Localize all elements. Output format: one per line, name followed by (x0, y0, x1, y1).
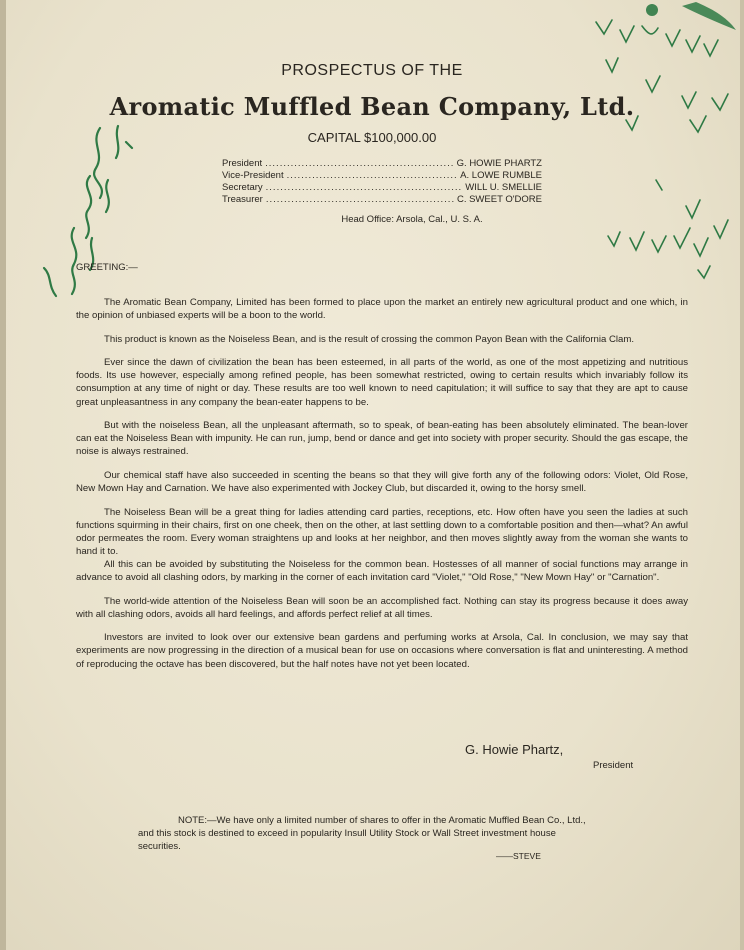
capital-line: CAPITAL $100,000.00 (307, 130, 437, 145)
officer-role: Treasurer (222, 194, 263, 205)
signature-title: President (593, 760, 634, 771)
officer-name: WILL U. SMELLIE (465, 182, 542, 193)
letter-body (76, 296, 688, 681)
note-signoff: ——STEVE (496, 851, 541, 861)
officer-role: President (222, 158, 263, 169)
body-paragraph: Ever since the dawn of civilization the bean has been esteemed, in all parts of the world, as one of the most appetizing and nutritious foods. Its use however, especially among refined people, has been somewhat restricted, owing to certain results which invariably follow its consumption at any time of night or day. These results are too well known to need capitulation; it will suffice to say that they are apt to cause great unpleasantness in any company the bean-eater happens to be. (76, 357, 688, 408)
officer-name: A. LOWE RUMBLE (460, 170, 542, 181)
head-office-address: Head Office: Arsola, Cal., U. S. A. (341, 214, 483, 225)
dot-leader (265, 158, 454, 170)
officer-name: C. SWEET O'DORE (456, 194, 542, 205)
body-paragraph: The Aromatic Bean Company, Limited has been formed to place upon the market an entirely new agricultural product and one which, in the opinion of unbiased experts will be a boon to the world. (76, 297, 688, 322)
signature-name: G. Howie Phartz, (465, 742, 564, 757)
officer-row (222, 158, 542, 170)
officer-role: Vice-President (222, 170, 284, 181)
company-name: Aromatic Muffled Bean Company, Ltd. (109, 92, 635, 121)
officer-row (222, 170, 542, 182)
body-paragraph: But with the noiseless Bean, all the unpleasant aftermath, so to speak, of bean-eating has been absolutely eliminated. The bean-lover can eat the Noiseless Bean with impunity. He can run, jump, bend or dance and get into society with proper security. Should the gas escape, the noise is always restrained. (76, 420, 688, 458)
greeting-heading: GREETING:— (76, 262, 138, 273)
note-text: NOTE:—We have only a limited number of shares to offer in the Aromatic Muffled Bean Co., Ltd., and this stock is destined to exceed in popularity Insull Utility Stock or Wall Street investment house securities. (138, 815, 586, 852)
officer-row (222, 182, 542, 194)
body-paragraph: This product is known as the Noiseless Bean, and is the result of crossing the common Payon Bean with the California Clam. (104, 333, 635, 345)
body-paragraph: All this can be avoided by substituting the Noiseless for the common bean. Hostesses of all manner of social functions may arrange in advance to avoid all clashing odors, by marking in the corner of each invitation card "Violet," "Old Rose," "New Mown Hay" or "Carnation". (76, 559, 688, 584)
officer-role: Secretary (222, 182, 263, 193)
body-paragraph: The Noiseless Bean will be a great thing for ladies attending card parties, receptions, etc. How often have you seen the ladies at such functions squirming in their chairs, first on one cheek, then on the other, at last settling down to a comfortable position and then—what? An awful odor permeates the room. Every woman straightens up and looks at her neighbor, and then moves slightly away from the woman she wants to hand it to. (76, 506, 688, 557)
dot-leader (287, 170, 458, 182)
officer-row (222, 194, 542, 206)
note-block (138, 814, 598, 853)
officer-name: G. HOWIE PHARTZ (456, 158, 542, 169)
officer-list (222, 158, 542, 206)
dot-leader (266, 194, 454, 206)
body-paragraph: Our chemical staff have also succeeded in scenting the beans so that they will give forth any of the following odors: Violet, Old Rose, New Mown Hay and Carnation. We have also experimented with Jockey Club, but discarded it, owing to the horsy smell. (76, 469, 688, 495)
handwritten-margin-note-left (30, 118, 140, 303)
body-paragraph: Investors are invited to look over our extensive bean gardens and perfuming works at Arsola, Cal. In conclusion, we may say that experiments are now progressing in the direction of a musical bean for use on occasions where conversation is flat and uninteresting. A method of reproducing the octave has been discovered, but the half notes have not yet been located. (76, 632, 688, 670)
handwritten-marks-top-right (586, 0, 744, 290)
prospectus-heading: PROSPECTUS OF THE (281, 62, 463, 79)
dot-leader (266, 182, 463, 194)
body-paragraph: The world-wide attention of the Noiseless Bean will soon be an accomplished fact. Nothing can stay its progress because it does away with all clashing odors, avoids all hard feelings, and affords perfect relief at all times. (76, 595, 688, 620)
